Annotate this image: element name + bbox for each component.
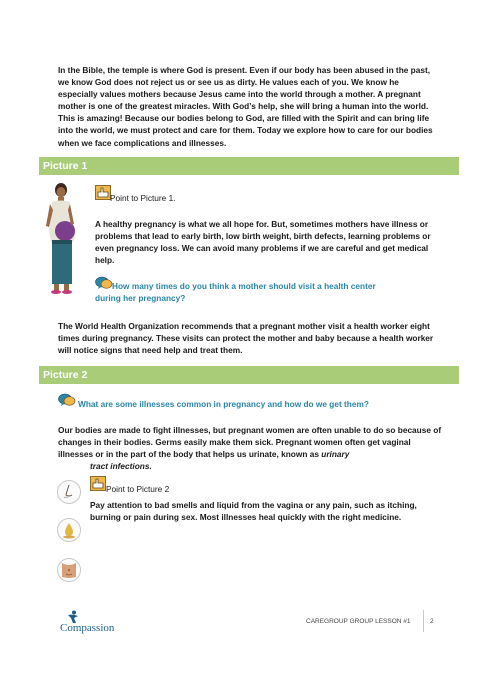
pointing-hand-icon xyxy=(95,185,111,200)
section-header-picture-1: Picture 1 xyxy=(39,157,459,175)
page-number: 2 xyxy=(430,618,434,625)
lower-belly-icon xyxy=(57,558,81,582)
section1-question-line-1: How many times do you think a mother should visit a health center xyxy=(112,281,376,291)
section1-after-paragraph: The World Health Organization recommends that a pregnant mother visit a health worker eight times during pregnancy. These visits can protect the mother and baby because a health worker will notice signs that need help and treat them. xyxy=(58,321,434,356)
section2-body: Our bodies are made to fight illnesses, but pregnant women are often unable to do so because of changes in their bodies. Germs easily make them sick. Pregnant women often get vaginal illnesses or in the part of the body that helps us urinate, known as urinary xyxy=(58,425,442,460)
speech-bubbles-icon xyxy=(95,276,113,290)
footer-divider xyxy=(423,610,424,632)
pointing-hand-icon xyxy=(90,476,106,491)
point-instruction-1: Point to Picture 1. xyxy=(110,193,176,203)
pregnant-woman-illustration xyxy=(40,180,82,298)
intro-paragraph: In the Bible, the temple is where God is present. Even if our body has been abused in the past, we know God does not reject us or see us as dirty. He values each of you. We know he especially values mothers because Jesus came into the world through a mother. A pregnant mother is one of the greatest miracles. With God’s help, she will bring a human into the world. This is amazing! Because our bodies belong to God, are filled with the Spirit and can bring life into the world, we must protect and care for them. Today we explore how to care for our bodies when we face complications and illnesses. xyxy=(58,65,433,148)
section1-body: A healthy pregnancy is what we all hope for. But, sometimes mothers have illness or problems that lead to early birth, low birth weight, birth defects, learning problems or even pregnancy loss. We can avoid many problems if we are careful and get medical help. xyxy=(95,219,431,266)
logo-text: Compassion xyxy=(60,622,115,634)
liquid-drop-icon xyxy=(57,518,81,542)
nose-smell-icon xyxy=(57,480,81,504)
section2-body-italic: tract infections. xyxy=(90,461,152,471)
section1-question-line-2: during her pregnancy? xyxy=(95,293,186,303)
section2-question: What are some illnesses common in pregnancy and how do we get them? xyxy=(78,399,369,409)
point-instruction-2: Point to Picture 2 xyxy=(106,484,170,494)
compassion-logo xyxy=(60,610,130,636)
section2-body-2: Pay attention to bad smells and liquid from the vagina or any pain, such as itching, burning or pain during sex. Most illnesses heal quickly with the right medicine. xyxy=(90,500,417,523)
section-header-picture-2: Picture 2 xyxy=(39,366,459,384)
speech-bubbles-icon xyxy=(58,393,76,407)
footer-lesson: CAREGROUP GROUP LESSON #1 xyxy=(306,618,411,625)
